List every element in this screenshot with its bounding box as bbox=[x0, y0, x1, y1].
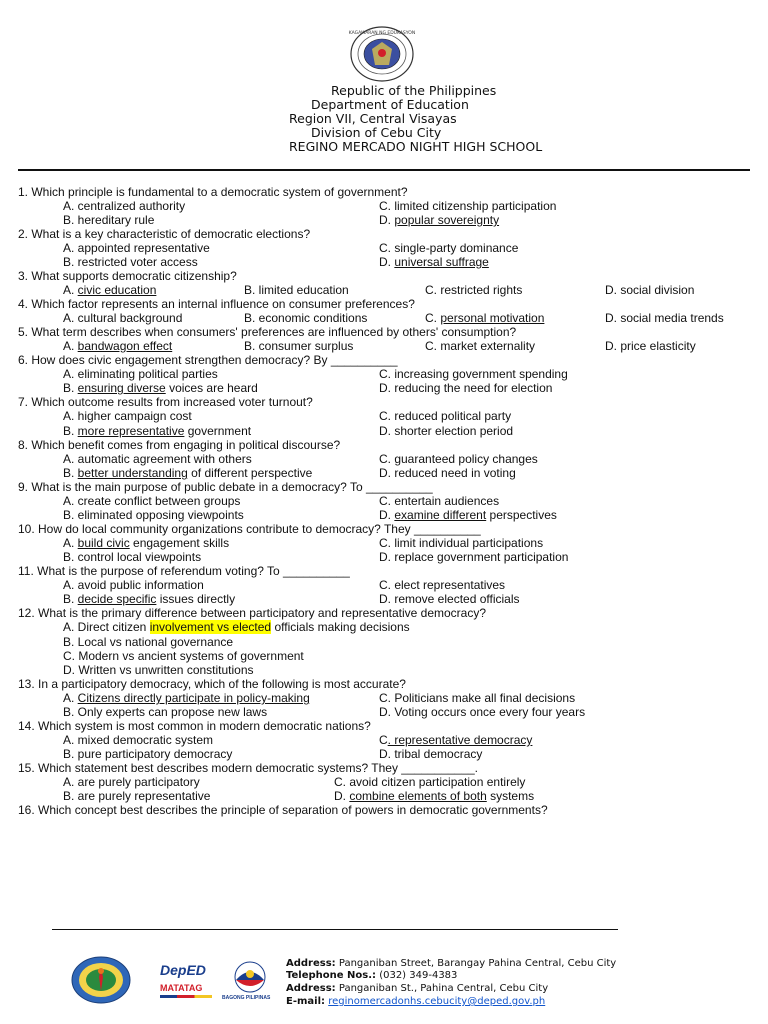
school-seal-logo bbox=[70, 955, 132, 1005]
q2-option-c: C. single-party dominance bbox=[379, 241, 519, 255]
question-1: 1. Which principle is fundamental to a democratic system of government? bbox=[18, 185, 408, 199]
q9-option-b: B. eliminated opposing viewpoints bbox=[63, 508, 244, 522]
q10-option-c: C. limit individual participations bbox=[379, 536, 544, 550]
footer-address-2: Address: Panganiban St., Pahina Central, Cebu City bbox=[286, 983, 549, 994]
q3-option-c: C. restricted rights bbox=[425, 283, 523, 297]
q3-option-a: A. civic education bbox=[63, 283, 157, 297]
q15-option-c: C. avoid citizen participation entirely bbox=[334, 775, 526, 789]
question-3: 3. What supports democratic citizenship? bbox=[18, 269, 237, 283]
question-2: 2. What is a key characteristic of democratic elections? bbox=[18, 227, 311, 241]
q11-option-c: C. elect representatives bbox=[379, 578, 506, 592]
q3-option-d: D. social division bbox=[605, 283, 695, 297]
q6-option-b: B. ensuring diverse voices are heard bbox=[63, 381, 258, 395]
q13-option-b: B. Only experts can propose new laws bbox=[63, 705, 268, 719]
svg-text:KAGAWARAN NG EDUKASYON: KAGAWARAN NG EDUKASYON bbox=[349, 31, 415, 36]
bagong-pilipinas-text: BAGONG PILIPINAS bbox=[222, 995, 271, 1001]
q5-option-a: A. bandwagon effect bbox=[63, 339, 173, 353]
question-16: 16. Which concept best describes the principle of separation of powers in democratic governments? bbox=[18, 803, 548, 817]
q13-option-d: D. Voting occurs once every four years bbox=[379, 705, 586, 719]
q7-option-d: D. shorter election period bbox=[379, 424, 514, 438]
q4-option-c: C. personal motivation bbox=[425, 311, 545, 325]
question-9: 9. What is the main purpose of public debate in a democracy? To __________ bbox=[18, 480, 433, 494]
q6-option-d: D. reducing the need for election bbox=[379, 381, 553, 395]
q8-option-c: C. guaranteed policy changes bbox=[379, 452, 538, 466]
bagong-pilipinas-logo bbox=[228, 960, 272, 994]
q1-option-a: A. centralized authority bbox=[63, 199, 186, 213]
q9-option-c: C. entertain audiences bbox=[379, 494, 500, 508]
q9-option-d: D. examine different perspectives bbox=[379, 508, 557, 522]
header-divider bbox=[18, 169, 750, 171]
q10-option-d: D. replace government participation bbox=[379, 550, 569, 564]
q4-option-b: B. economic conditions bbox=[244, 311, 368, 325]
q5-option-b: B. consumer surplus bbox=[244, 339, 354, 353]
q12-option-d: D. Written vs unwritten constitutions bbox=[63, 663, 254, 677]
header-republic: Republic of the Philippines bbox=[331, 83, 497, 98]
q15-option-a: A. are purely participatory bbox=[63, 775, 200, 789]
q4-option-a: A. cultural background bbox=[63, 311, 183, 325]
q11-option-d: D. remove elected officials bbox=[379, 592, 520, 606]
question-5: 5. What term describes when consumers' preferences are influenced by others' consumption? bbox=[18, 325, 517, 339]
q12-option-a: A. Direct citizen involvement vs elected officials making decisions bbox=[63, 620, 410, 634]
footer-divider bbox=[52, 929, 618, 930]
q3-option-b: B. limited education bbox=[244, 283, 349, 297]
question-13: 13. In a participatory democracy, which of the following is most accurate? bbox=[18, 677, 406, 691]
q14-option-b: B. pure participatory democracy bbox=[63, 747, 233, 761]
q10-option-b: B. control local viewpoints bbox=[63, 550, 202, 564]
q14-option-a: A. mixed democratic system bbox=[63, 733, 214, 747]
q14-option-c: C. representative democracy bbox=[379, 733, 533, 747]
header-department: Department of Education bbox=[311, 97, 469, 112]
q1-option-b: B. hereditary rule bbox=[63, 213, 155, 227]
q8-option-a: A. automatic agreement with others bbox=[63, 452, 252, 466]
question-11: 11. What is the purpose of referendum voting? To __________ bbox=[18, 564, 350, 578]
q11-option-b: B. decide specific issues directly bbox=[63, 592, 236, 606]
q1-option-c: C. limited citizenship participation bbox=[379, 199, 557, 213]
q5-option-c: C. market externality bbox=[425, 339, 536, 353]
header-region: Region VII, Central Visayas bbox=[289, 111, 457, 126]
q5-option-d: D. price elasticity bbox=[605, 339, 696, 353]
q8-option-b: B. better understanding of different perspective bbox=[63, 466, 313, 480]
question-12: 12. What is the primary difference between participatory and representative democracy? bbox=[18, 606, 487, 620]
q13-option-c: C. Politicians make all final decisions bbox=[379, 691, 576, 705]
q2-option-d: D. universal suffrage bbox=[379, 255, 489, 269]
q7-option-c: C. reduced political party bbox=[379, 409, 512, 423]
q13-option-a: A. Citizens directly participate in policy-making bbox=[63, 691, 310, 705]
q4-option-d: D. social media trends bbox=[605, 311, 724, 325]
q8-option-d: D. reduced need in voting bbox=[379, 466, 516, 480]
q11-option-a: A. avoid public information bbox=[63, 578, 204, 592]
q2-option-b: B. restricted voter access bbox=[63, 255, 198, 269]
question-15: 15. Which statement best describes modern democratic systems? They ___________. bbox=[18, 761, 479, 775]
question-7: 7. Which outcome results from increased voter turnout? bbox=[18, 395, 313, 409]
q15-option-d: D. combine elements of both systems bbox=[334, 789, 535, 803]
deped-matatag-logo bbox=[160, 962, 216, 1002]
q14-option-d: D. tribal democracy bbox=[379, 747, 483, 761]
footer-email: E-mail: reginomercadonhs.cebucity@deped.gov.ph bbox=[286, 996, 546, 1007]
q7-option-b: B. more representative government bbox=[63, 424, 252, 438]
header-school-name: REGINO MERCADO NIGHT HIGH SCHOOL bbox=[289, 139, 543, 154]
question-8: 8. Which benefit comes from engaging in political discourse? bbox=[18, 438, 341, 452]
q1-option-d: D. popular sovereignty bbox=[379, 213, 500, 227]
matatag-logo-text: MATATAG bbox=[160, 983, 203, 993]
q6-option-a: A. eliminating political parties bbox=[63, 367, 218, 381]
q7-option-a: A. higher campaign cost bbox=[63, 409, 192, 423]
q15-option-b: B. are purely representative bbox=[63, 789, 211, 803]
q10-option-a: A. build civic engagement skills bbox=[63, 536, 230, 550]
q12-option-b: B. Local vs national governance bbox=[63, 635, 234, 649]
header-division: Division of Cebu City bbox=[311, 125, 442, 140]
question-10: 10. How do local community organizations contribute to democracy? They __________ bbox=[18, 522, 481, 536]
deped-logo-text: DepED bbox=[160, 962, 206, 978]
footer-telephone: Telephone Nos.: (032) 349-4383 bbox=[286, 970, 458, 981]
q6-option-c: C. increasing government spending bbox=[379, 367, 568, 381]
q12-option-c: C. Modern vs ancient systems of government bbox=[63, 649, 304, 663]
question-4: 4. Which factor represents an internal influence on consumer preferences? bbox=[18, 297, 415, 311]
highlighted-text: involvement vs elected bbox=[149, 620, 272, 634]
q9-option-a: A. create conflict between groups bbox=[63, 494, 241, 508]
email-link[interactable]: reginomercadonhs.cebucity@deped.gov.ph bbox=[328, 996, 546, 1007]
deped-seal-logo bbox=[349, 25, 415, 83]
question-14: 14. Which system is most common in modern democratic nations? bbox=[18, 719, 371, 733]
q2-option-a: A. appointed representative bbox=[63, 241, 210, 255]
footer-address: Address: Panganiban Street, Barangay Pahina Central, Cebu City bbox=[286, 958, 617, 969]
question-6: 6. How does civic engagement strengthen democracy? By __________ bbox=[18, 353, 398, 367]
